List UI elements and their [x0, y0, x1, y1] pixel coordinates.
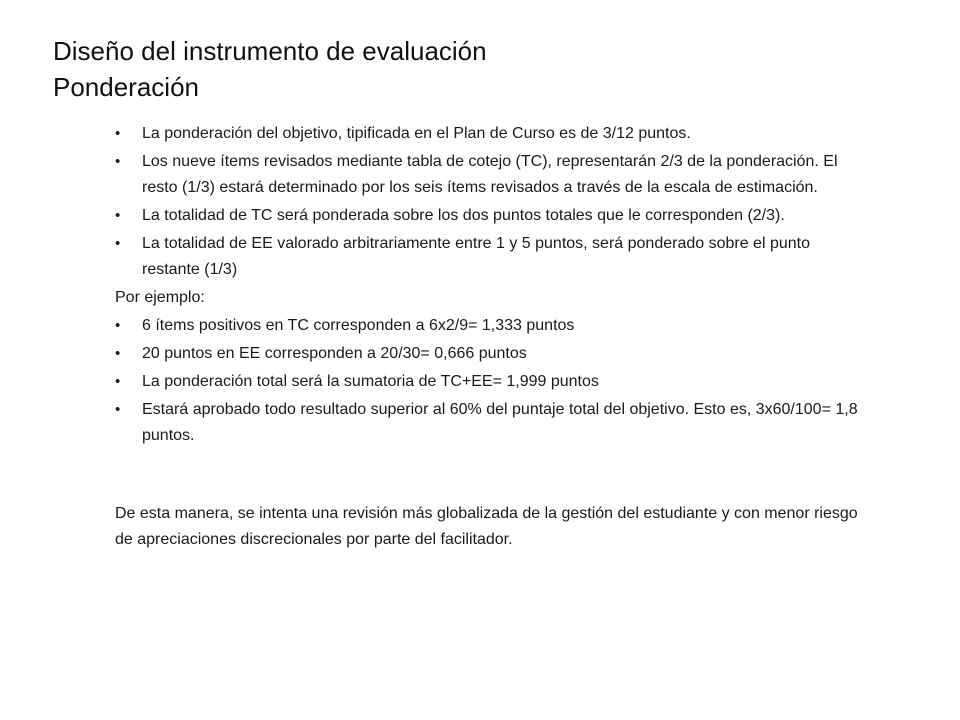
title-line-1: Diseño del instrumento de evaluación [53, 36, 487, 66]
spacer [115, 451, 865, 501]
bullet-item: • La ponderación total será la sumatoria de TC+EE= 1,999 puntos [115, 369, 865, 395]
bullet-item: • Estará aprobado todo resultado superior al 60% del puntaje total del objetivo. Esto es, 3x60/100= 1,8 puntos. [115, 397, 865, 449]
slide-body [115, 121, 865, 553]
bullet-item: • 20 puntos en EE corresponden a 20/30= 0,666 puntos [115, 341, 865, 367]
bullet-item: • Los nueve ítems revisados mediante tabla de cotejo (TC), representarán 2/3 de la ponderación. El resto (1/3) estará determinado por los seis ítems revisados a través de la escala de estimación. [115, 149, 865, 201]
bullet-list-example [115, 313, 865, 449]
closing-paragraph: De esta manera, se intenta una revisión más globalizada de la gestión del estudiante y con menor riesgo de apreciaciones discrecionales por parte del facilitador. [115, 505, 858, 548]
example-label: Por ejemplo: [115, 289, 205, 306]
bullet-item: • La ponderación del objetivo, tipificada en el Plan de Curso es de 3/12 puntos. [115, 121, 865, 147]
bullet-item: • La totalidad de EE valorado arbitrariamente entre 1 y 5 puntos, será ponderado sobre el punto restante (1/3) [115, 231, 865, 283]
bullet-item: • 6 ítems positivos en TC corresponden a 6x2/9= 1,333 puntos [115, 313, 865, 339]
title-line-2: Ponderación [53, 72, 199, 102]
bullet-item: • La totalidad de TC será ponderada sobre los dos puntos totales que le corresponden (2/3). [115, 203, 865, 229]
bullet-list-criteria [115, 121, 865, 283]
slide-title [53, 33, 913, 105]
